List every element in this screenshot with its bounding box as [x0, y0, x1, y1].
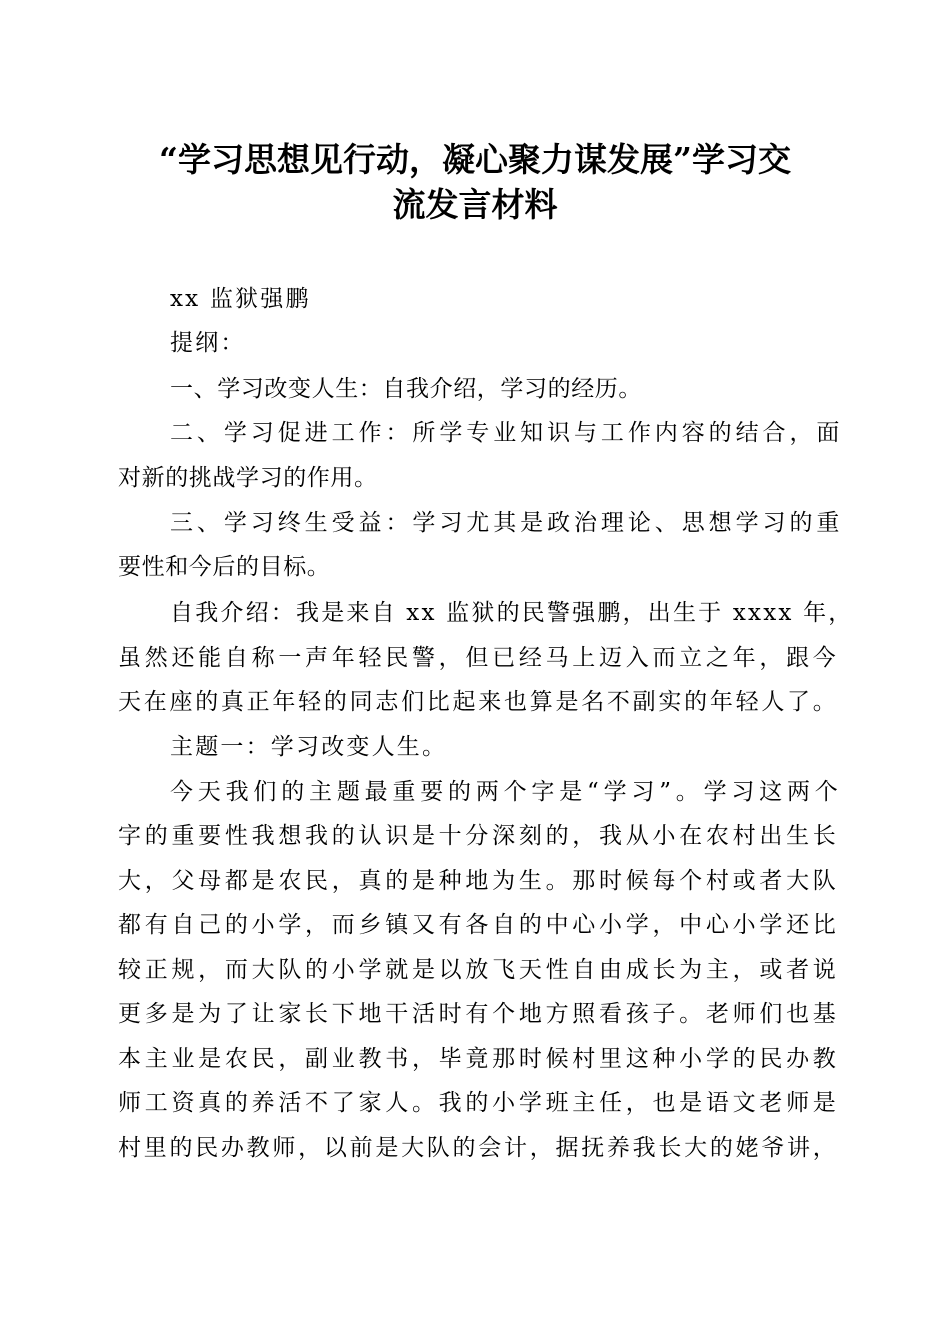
- topic1-line-7: 本主业是农民，副业教书，毕竟那时候村里这种小学的民办教: [118, 1046, 838, 1072]
- document-title-line-2: 流发言材料: [392, 185, 558, 224]
- outline-item-1: 一、学习改变人生：自我介绍，学习的经历。: [170, 376, 642, 402]
- outline-item-2: 二、学习促进工作：所学专业知识与工作内容的结合，面: [170, 420, 840, 446]
- outline-label: 提纲：: [170, 330, 246, 356]
- outline-item-2-continued: 对新的挑战学习的作用。: [118, 465, 378, 491]
- topic1-heading: 主题一：学习改变人生。: [170, 734, 448, 760]
- topic1-line-2: 字的重要性我想我的认识是十分深刻的，我从小在农村出生长: [118, 823, 838, 849]
- topic1-line-4: 都有自己的小学，而乡镇又有各自的中心小学，中心小学还比: [118, 912, 838, 938]
- intro-line-2: 虽然还能自称一声年轻民警，但已经马上迈入而立之年，跟今: [118, 645, 838, 671]
- topic1-line-9: 村里的民办教师，以前是大队的会计，据抚养我长大的姥爷讲，: [118, 1135, 838, 1161]
- intro-line-1: 自我介绍：我是来自 xx 监狱的民警强鹏，出生于 xxxx 年，: [170, 600, 854, 626]
- outline-item-3: 三、学习终生受益：学习尤其是政治理论、思想学习的重: [170, 510, 840, 536]
- outline-item-3-continued: 要性和今后的目标。: [118, 554, 331, 580]
- topic1-line-3: 大，父母都是农民，真的是种地为生。那时候每个村或者大队: [118, 868, 838, 894]
- author-line: xx 监狱强鹏: [170, 286, 311, 312]
- topic1-line-8: 师工资真的养活不了家人。我的小学班主任，也是语文老师是: [118, 1090, 838, 1116]
- topic1-line-1: 今天我们的主题最重要的两个字是“学习”。学习这两个: [170, 779, 840, 805]
- topic1-line-5: 较正规，而大队的小学就是以放飞天性自由成长为主，或者说: [118, 957, 838, 983]
- intro-line-3: 天在座的真正年轻的同志们比起来也算是名不副实的年轻人了。: [118, 689, 838, 715]
- topic1-line-6: 更多是为了让家长下地干活时有个地方照看孩子。老师们也基: [118, 1001, 838, 1027]
- document-title-line-1: “学习思想见行动，凝心聚力谋发展”学习交: [159, 140, 791, 179]
